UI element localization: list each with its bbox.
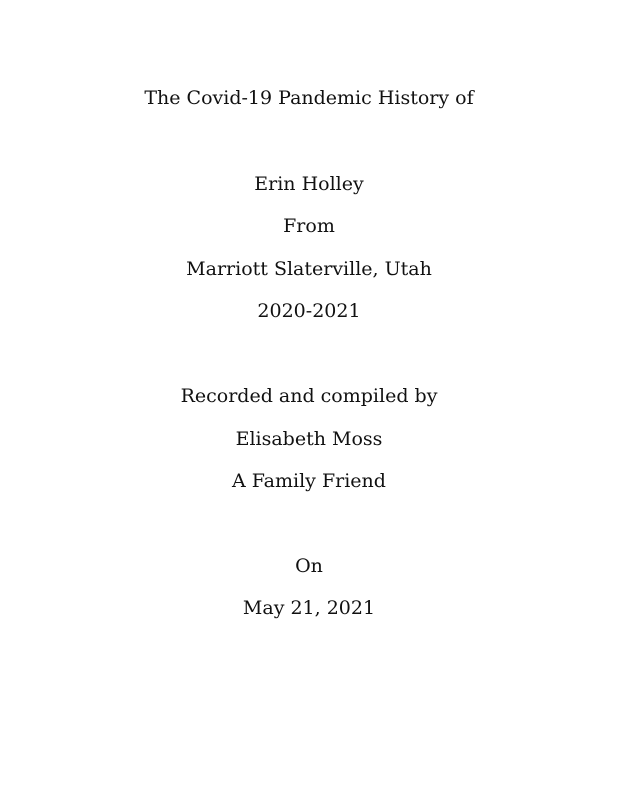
- year-range: 2020-2021: [257, 300, 361, 322]
- document-title: The Covid-19 Pandemic History of: [144, 87, 474, 109]
- subject-name: Erin Holley: [254, 173, 364, 195]
- record-date: May 21, 2021: [242, 597, 376, 619]
- recorded-by-label: Recorded and compiled by: [180, 385, 438, 407]
- on-label: On: [295, 555, 323, 577]
- from-label: From: [283, 215, 335, 237]
- location: Marriott Slaterville, Utah: [186, 258, 432, 280]
- compiler-name: Elisabeth Moss: [235, 428, 383, 450]
- compiler-relation: A Family Friend: [232, 470, 386, 492]
